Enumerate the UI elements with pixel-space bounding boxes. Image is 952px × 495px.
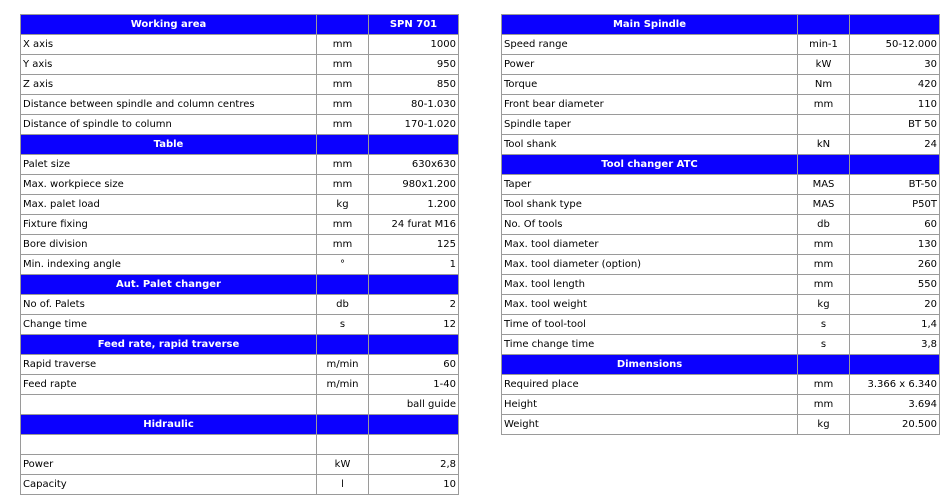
- section-column-header: [369, 415, 459, 435]
- spec-name: Y axis: [21, 55, 317, 75]
- section-header: [21, 335, 459, 355]
- spec-row: [502, 295, 940, 315]
- spec-row: [502, 415, 940, 435]
- spec-value: BT 50: [850, 115, 940, 135]
- spec-value: P50T: [850, 195, 940, 215]
- spec-value: 980x1.200: [369, 175, 459, 195]
- section-unit-header: [798, 155, 850, 175]
- spec-row: [502, 335, 940, 355]
- spec-row: [21, 215, 459, 235]
- spec-value: 80-1.030: [369, 95, 459, 115]
- spec-name: Height: [502, 395, 798, 415]
- spec-name: Max. tool length: [502, 275, 798, 295]
- spec-name: Torque: [502, 75, 798, 95]
- spec-row: [502, 275, 940, 295]
- spec-unit: kg: [798, 415, 850, 435]
- spec-unit: mm: [798, 235, 850, 255]
- section-column-header: [850, 355, 940, 375]
- spec-unit: °: [317, 255, 369, 275]
- spec-value: BT-50: [850, 175, 940, 195]
- spec-row: [502, 255, 940, 275]
- spec-row: [502, 215, 940, 235]
- spec-unit: mm: [317, 75, 369, 95]
- section-title: Main Spindle: [502, 15, 798, 35]
- section-header: [21, 15, 459, 35]
- section-unit-header: [317, 415, 369, 435]
- spec-row: [502, 95, 940, 115]
- spec-value: 12: [369, 315, 459, 335]
- spec-row: [21, 75, 459, 95]
- spec-unit: s: [798, 335, 850, 355]
- spec-name: Max. palet load: [21, 195, 317, 215]
- spec-name: Max. tool diameter (option): [502, 255, 798, 275]
- section-header: [502, 15, 940, 35]
- spec-unit: kg: [798, 295, 850, 315]
- spec-value: 24 furat M16: [369, 215, 459, 235]
- spec-name: [21, 435, 317, 455]
- spec-unit: db: [798, 215, 850, 235]
- spec-row: [21, 115, 459, 135]
- spec-value: 10: [369, 475, 459, 495]
- spec-table-left: [20, 14, 459, 495]
- spec-row: [21, 355, 459, 375]
- spec-unit: kW: [798, 55, 850, 75]
- spec-row: [21, 315, 459, 335]
- spec-row: [502, 55, 940, 75]
- spec-unit: kN: [798, 135, 850, 155]
- spec-value: 20.500: [850, 415, 940, 435]
- spec-name: Max. tool diameter: [502, 235, 798, 255]
- spec-row: [21, 435, 459, 455]
- spec-row: [502, 115, 940, 135]
- section-unit-header: [317, 135, 369, 155]
- spec-unit: mm: [317, 235, 369, 255]
- spec-name: Max. workpiece size: [21, 175, 317, 195]
- spec-value: 260: [850, 255, 940, 275]
- spec-name: Tool shank: [502, 135, 798, 155]
- spec-row: [21, 235, 459, 255]
- spec-name: Distance between spindle and column centres: [21, 95, 317, 115]
- spec-value: 3,8: [850, 335, 940, 355]
- spec-name: Speed range: [502, 35, 798, 55]
- spec-value: 950: [369, 55, 459, 75]
- spec-value: 2,8: [369, 455, 459, 475]
- section-unit-header: [798, 355, 850, 375]
- spec-value: 130: [850, 235, 940, 255]
- spec-value: 1-40: [369, 375, 459, 395]
- section-title: Tool changer ATC: [502, 155, 798, 175]
- spec-row: [21, 195, 459, 215]
- spec-name: No. Of tools: [502, 215, 798, 235]
- spec-value: 420: [850, 75, 940, 95]
- spec-name: Weight: [502, 415, 798, 435]
- spec-name: Power: [21, 455, 317, 475]
- spec-name: No of. Palets: [21, 295, 317, 315]
- spec-unit: min-1: [798, 35, 850, 55]
- spec-unit: l: [317, 475, 369, 495]
- spec-value: 630x630: [369, 155, 459, 175]
- spec-name: Feed rapte: [21, 375, 317, 395]
- spec-row: [502, 35, 940, 55]
- spec-row: [21, 255, 459, 275]
- spec-unit: mm: [317, 115, 369, 135]
- section-header: [21, 135, 459, 155]
- spec-row: [21, 475, 459, 495]
- spec-value: 1: [369, 255, 459, 275]
- spec-name: Palet size: [21, 155, 317, 175]
- spec-name: Tool shank type: [502, 195, 798, 215]
- spec-unit: mm: [317, 95, 369, 115]
- spec-row: [21, 395, 459, 415]
- section-unit-header: [317, 15, 369, 35]
- spec-value: 1000: [369, 35, 459, 55]
- spec-value: 20: [850, 295, 940, 315]
- spec-name: Max. tool weight: [502, 295, 798, 315]
- spec-row: [502, 195, 940, 215]
- spec-value: 3.694: [850, 395, 940, 415]
- spec-row: [21, 375, 459, 395]
- spec-name: Spindle taper: [502, 115, 798, 135]
- spec-value: 850: [369, 75, 459, 95]
- spec-name: Time of tool-tool: [502, 315, 798, 335]
- spec-unit: mm: [317, 175, 369, 195]
- spec-unit: kW: [317, 455, 369, 475]
- section-column-header: [850, 15, 940, 35]
- spec-unit: m/min: [317, 355, 369, 375]
- spec-unit: db: [317, 295, 369, 315]
- spec-unit: mm: [798, 255, 850, 275]
- section-title: Table: [21, 135, 317, 155]
- spec-unit: mm: [317, 215, 369, 235]
- spec-value: [369, 435, 459, 455]
- spec-row: [21, 455, 459, 475]
- spec-name: Min. indexing angle: [21, 255, 317, 275]
- spec-name: Taper: [502, 175, 798, 195]
- spec-row: [502, 175, 940, 195]
- spec-unit: [798, 115, 850, 135]
- spec-name: Distance of spindle to column: [21, 115, 317, 135]
- spec-row: [21, 95, 459, 115]
- spec-unit: mm: [317, 55, 369, 75]
- spec-unit: mm: [798, 395, 850, 415]
- section-header: [502, 355, 940, 375]
- section-unit-header: [317, 335, 369, 355]
- spec-unit: kg: [317, 195, 369, 215]
- spec-unit: MAS: [798, 175, 850, 195]
- spec-row: [21, 295, 459, 315]
- spec-unit: Nm: [798, 75, 850, 95]
- section-title: Aut. Palet changer: [21, 275, 317, 295]
- spec-unit: s: [317, 315, 369, 335]
- spec-unit: mm: [798, 375, 850, 395]
- spec-unit: MAS: [798, 195, 850, 215]
- section-column-header: [369, 135, 459, 155]
- section-column-header: SPN 701: [369, 15, 459, 35]
- spec-name: [21, 395, 317, 415]
- section-header: [502, 155, 940, 175]
- spec-value: 550: [850, 275, 940, 295]
- spec-unit: mm: [317, 155, 369, 175]
- section-title: Working area: [21, 15, 317, 35]
- spec-value: 60: [850, 215, 940, 235]
- section-unit-header: [317, 275, 369, 295]
- section-column-header: [369, 335, 459, 355]
- spec-name: Bore division: [21, 235, 317, 255]
- spec-value: 30: [850, 55, 940, 75]
- section-column-header: [850, 155, 940, 175]
- section-column-header: [369, 275, 459, 295]
- spec-value: 50-12.000: [850, 35, 940, 55]
- spec-unit: mm: [798, 95, 850, 115]
- section-header: [21, 415, 459, 435]
- spec-row: [21, 175, 459, 195]
- spec-name: Z axis: [21, 75, 317, 95]
- spec-value: ball guide: [369, 395, 459, 415]
- spec-name: Required place: [502, 375, 798, 395]
- section-title: Hidraulic: [21, 415, 317, 435]
- section-header: [21, 275, 459, 295]
- spec-value: 1,4: [850, 315, 940, 335]
- spec-value: 1.200: [369, 195, 459, 215]
- spec-row: [21, 155, 459, 175]
- spec-value: 125: [369, 235, 459, 255]
- spec-name: Change time: [21, 315, 317, 335]
- section-title: Feed rate, rapid traverse: [21, 335, 317, 355]
- spec-value: 2: [369, 295, 459, 315]
- spec-row: [502, 135, 940, 155]
- spec-name: Fixture fixing: [21, 215, 317, 235]
- spec-name: Rapid traverse: [21, 355, 317, 375]
- spec-row: [21, 55, 459, 75]
- spec-value: 60: [369, 355, 459, 375]
- spec-name: Front bear diameter: [502, 95, 798, 115]
- spec-row: [502, 235, 940, 255]
- spec-unit: mm: [317, 35, 369, 55]
- spec-value: 24: [850, 135, 940, 155]
- spec-unit: mm: [798, 275, 850, 295]
- spec-unit: [317, 395, 369, 415]
- spec-name: Capacity: [21, 475, 317, 495]
- spec-value: 3.366 x 6.340: [850, 375, 940, 395]
- spec-table-right: [501, 14, 940, 435]
- spec-name: Time change time: [502, 335, 798, 355]
- spec-row: [502, 375, 940, 395]
- spec-name: Power: [502, 55, 798, 75]
- spec-row: [502, 315, 940, 335]
- spec-row: [502, 75, 940, 95]
- spec-unit: [317, 435, 369, 455]
- spec-value: 110: [850, 95, 940, 115]
- section-unit-header: [798, 15, 850, 35]
- spec-row: [21, 35, 459, 55]
- spec-row: [502, 395, 940, 415]
- section-title: Dimensions: [502, 355, 798, 375]
- spec-name: X axis: [21, 35, 317, 55]
- spec-unit: s: [798, 315, 850, 335]
- spec-unit: m/min: [317, 375, 369, 395]
- spec-value: 170-1.020: [369, 115, 459, 135]
